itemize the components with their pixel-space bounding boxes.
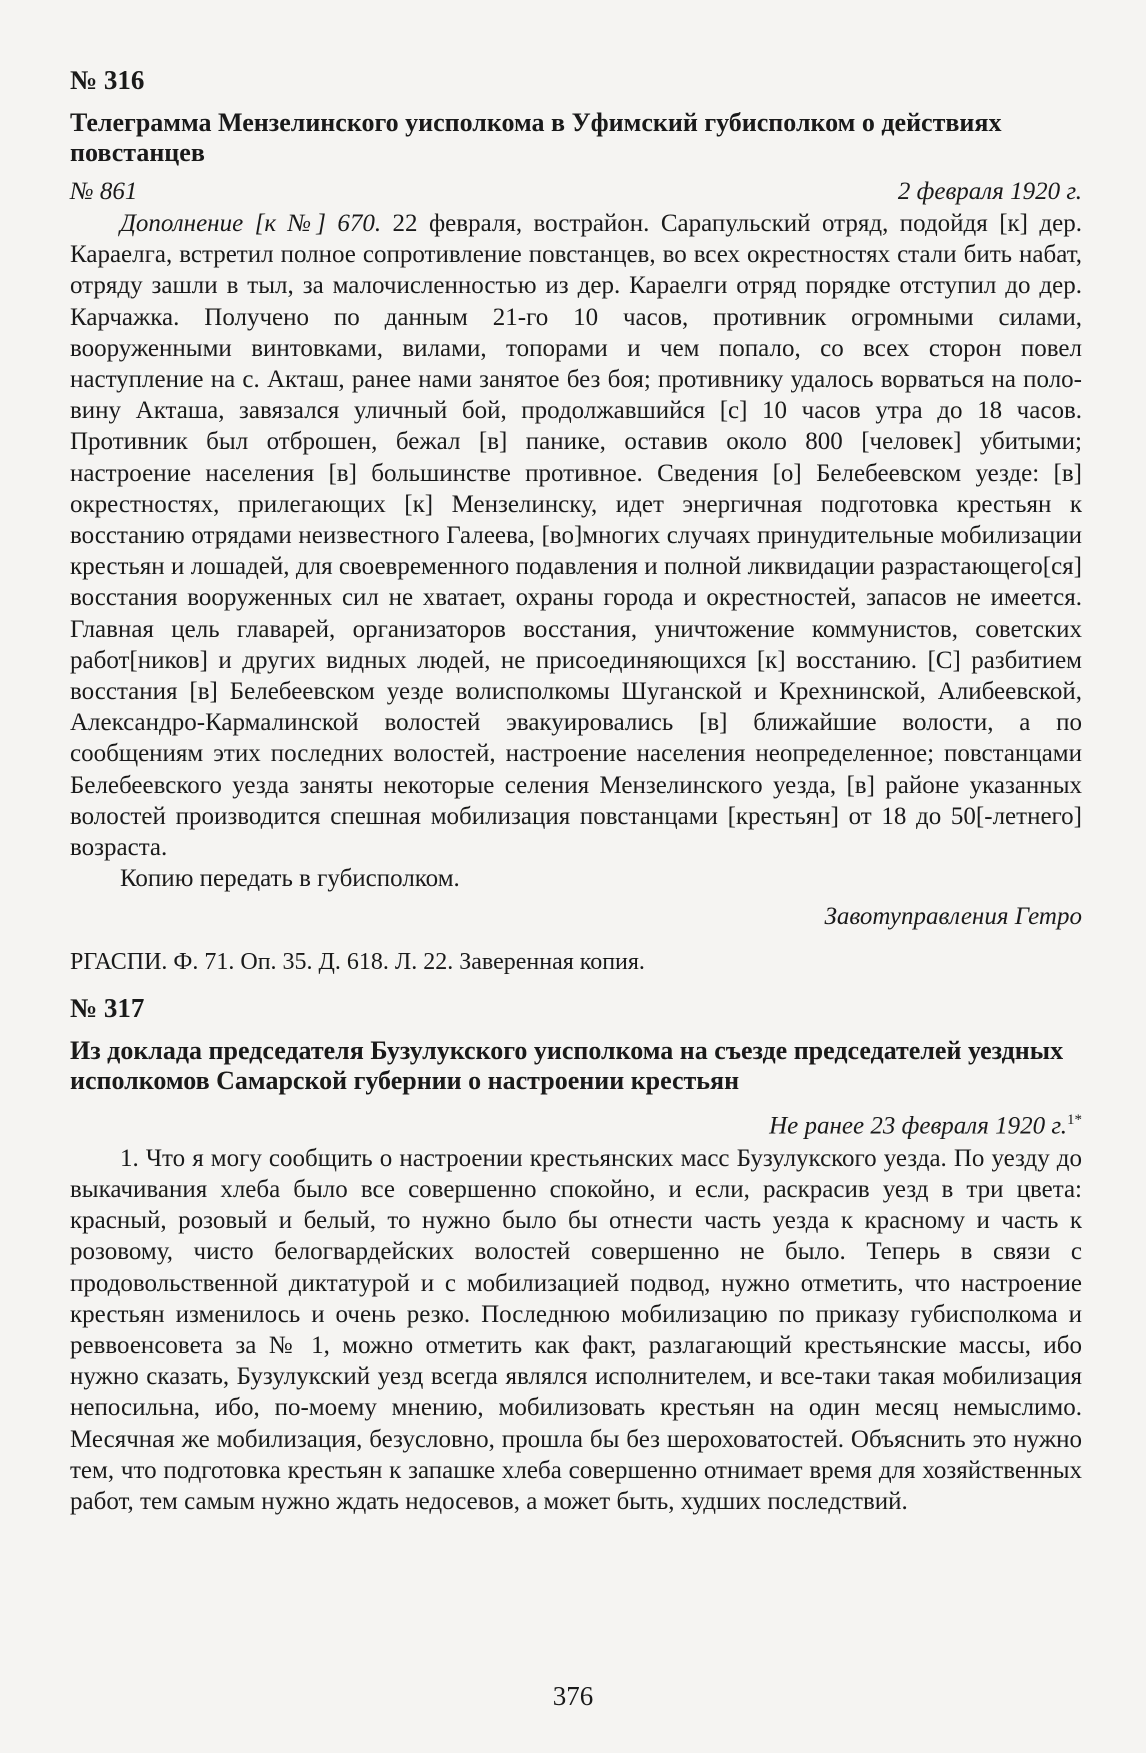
document-closing: Копию передать в губисполком. <box>120 865 460 893</box>
body-text: 22 февраля, востpайон. Сарапульский отряд, подойдя [к] дер. Караелга, встретил полное сопротивление повстанцев, во всех окрестностях стали бить набат, отряду зашли в тыл, за малочисленностью из дер. Караелги отряд порядке отступил до дер. Карчажка. Получено по данным 21-го 10 часов, противник огромными силами, вооруженными винтовками, вилами, топорами и чем попало, со всех сторон повел наступление на с. Акташ, ранее нами занятое без боя; противнику удалось ворваться на половину Акташа, завязался уличный бой, продолжавшийся [с] 10 часов утра до 18 часов. Противник был отброшен, бежал [в] панике, оставив около 800 [человек] убитыми; настроение населения [в] большинстве противное. Сведения [о] Белебеевском уезде: [в] окрестностях, прилегающих [к] Мензелинску, идет энергичная подготовка крестьян к восстанию отрядами неизвестного Галеева, [во]многих случаях принудительные мобилизации крестьян и лошадей, для своевременного подавления и полной ликвидации разрастающего[ся] восстания вооруженных сил не хватает, охраны города и окрестностей, запасов не имеется. Главная цель главарей, организаторов восстания, уничтожение коммунистов, советских работ[ников] и других видных людей, не присоединяющихся [к] восстанию. [С] разбитием восстания [в] Белебеевском уезде волисполкомы Шуганской и Крехнинской, Алибеевской, Александро-Кармалинской волостей эвакуировались [в] ближайшие волости, а по сообщениям этих последних волостей, настроение населения неопределенное; повстанцами Белебеевского уезда заняты некоторые селения Мензелинского уезда, [в] районе указанных волостей производится спешная мобилизация повстанцами [крестьян] от 18 до 50[-летнего] возраста. <box>70 210 1082 862</box>
footnote-mark: 1* <box>1067 1112 1082 1129</box>
document-316 <box>70 64 1082 978</box>
document-page <box>70 64 1082 1517</box>
document-title: Из доклада председателя Бузулукского уисполкома на съезде председателей уездных исполкомов Самарской губернии о настроении крестьян <box>70 1036 1064 1096</box>
document-body: 1. Что я могу сообщить о настроении крестьянских масс Бузулукского уезда. По уезду до выкачивания хлеба было все совершенно спокойно, и если, раскрасив уезд в три цвета: красный, розовый и белый, то нужно было бы отнести часть уезда к красному и часть к розовому, чисто белогвардейских волостей совершенно не было. Теперь в связи с продовольственной диктатурой и с мобилизацией подвод, нужно отметить, что настроение крестьян изменилось и очень резко. Последнюю мобилизацию по приказу губисполкома и реввоенсовета за № 1, можно отметить как факт, разлагающий крестьянские массы, ибо нужно сказать, Бузулукский уезд всегда являлся исполнителем, и все-таки такая мобилизация непосильна, ибо, по-моему мнению, мобилизовать крестьян на один месяц немыслимо. Месячная же мобилизация, безусловно, прошла бы без шероховатостей. Объяснить это нужно тем, что подготовка крестьян к запашке хлеба совершенно отнимает время для хозяйственных работ, тем самым нужно ждать недосевов, а может быть, худших последствий. <box>70 1144 1082 1516</box>
document-reference: № 861 <box>70 178 138 205</box>
document-date: 2 февраля 1920 г. <box>897 178 1082 205</box>
document-317 <box>70 992 1082 1517</box>
section-gap <box>70 978 1082 992</box>
date-text: Не ранее 23 февраля 1920 г. <box>769 1112 1067 1140</box>
page-number: 376 <box>552 1681 594 1711</box>
document-number: № 317 <box>70 993 145 1024</box>
document-date <box>769 1104 1082 1142</box>
document-meta <box>70 1104 1082 1142</box>
document-meta <box>70 176 1082 208</box>
archive-source: РГАСПИ. Ф. 71. Оп. 35. Д. 618. Л. 22. Заверенная копия. <box>70 949 645 976</box>
document-signature: Завотуправления Гетро <box>824 903 1082 931</box>
document-body <box>70 208 1082 863</box>
document-number: № 316 <box>70 65 145 95</box>
document-title: Телеграмма Мензелинского уисполкома в Уфимский губисполком о действиях повстанцев <box>70 108 1002 167</box>
body-lead: Дополнение [к №] 670. <box>120 210 382 237</box>
